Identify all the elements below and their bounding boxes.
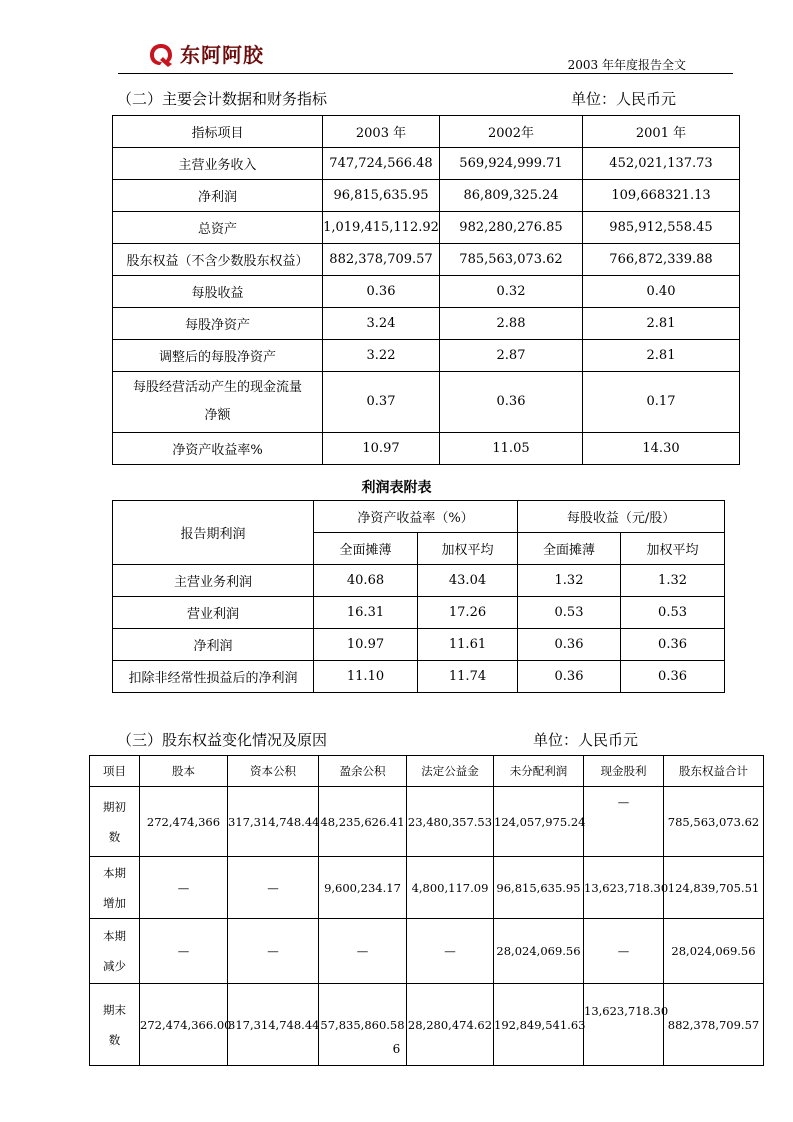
table-cell: 28,280,474.62 (407, 984, 494, 1066)
table-cell: 124,057,975.24 (494, 787, 584, 857)
table-cell: 4,800,117.09 (407, 857, 494, 919)
table-cell: 48,235,626.41 (319, 787, 407, 857)
table-cell: 192,849,541.63 (494, 984, 584, 1066)
row-label: 每股净资产 (113, 308, 323, 340)
table-cell: 882,378,709.57 (323, 244, 440, 276)
table-cell: 3.24 (323, 308, 440, 340)
table-cell: 785,563,073.62 (440, 244, 583, 276)
table-cell: 1.32 (518, 565, 621, 597)
row-label-line: 数 (108, 1032, 121, 1047)
table-cell: 109,668321.13 (583, 180, 740, 212)
row-label: 每股收益 (113, 276, 323, 308)
column-header: 未分配利润 (494, 756, 584, 787)
table-cell: 11.05 (440, 433, 583, 465)
equity-changes-table (89, 755, 764, 1066)
column-header: 股本 (140, 756, 228, 787)
table-cell: 2.81 (583, 308, 740, 340)
column-header: 资本公积 (228, 756, 319, 787)
table-cell: 0.36 (621, 629, 725, 661)
table-cell: 11.74 (418, 661, 518, 693)
table-cell: 0.17 (583, 372, 740, 433)
row-label-line: 期末 (103, 1002, 126, 1017)
table-cell: 0.40 (583, 276, 740, 308)
row-label-line: 增加 (103, 895, 126, 910)
row-label-line: 净额 (204, 408, 231, 423)
table-row (113, 433, 740, 465)
table-cell: 317,314,748.44 (228, 984, 319, 1066)
row-label: 主营业务收入 (113, 148, 323, 180)
table-cell: 882,378,709.57 (664, 984, 764, 1066)
column-header: 盈余公积 (319, 756, 407, 787)
table-row (113, 661, 725, 693)
table-row (90, 919, 764, 984)
company-logo (148, 42, 264, 68)
table-row (113, 597, 725, 629)
table-cell: 57,835,860.58 (319, 984, 407, 1066)
page-number: 6 (392, 1042, 401, 1056)
table-row (113, 629, 725, 661)
row-label: 净利润 (113, 629, 314, 661)
table-cell: 747,724,566.48 (323, 148, 440, 180)
section2-heading: （二）主要会计数据和财务指标 (117, 90, 328, 108)
row-label (113, 372, 323, 433)
table-cell: 40.68 (314, 565, 418, 597)
row-label: 净利润 (113, 180, 323, 212)
table-cell: — (140, 857, 228, 919)
table-cell: — (228, 857, 319, 919)
table-cell: 43.04 (418, 565, 518, 597)
table-cell: 0.36 (518, 661, 621, 693)
row-label-line: 每股经营活动产生的现金流量 (132, 380, 302, 395)
table-row (90, 857, 764, 919)
logo-icon (148, 42, 174, 68)
table-cell: 985,912,558.45 (583, 212, 740, 244)
row-label (90, 919, 140, 984)
table-cell: 86,809,325.24 (440, 180, 583, 212)
table-cell: 96,815,635.95 (323, 180, 440, 212)
table-cell: 2.88 (440, 308, 583, 340)
table-cell: 272,474,366 (140, 787, 228, 857)
table-cell: 569,924,999.71 (440, 148, 583, 180)
table-row (113, 276, 740, 308)
table-header-row (113, 116, 740, 148)
table-cell: 982,280,276.85 (440, 212, 583, 244)
column-header: 加权平均 (418, 533, 518, 565)
table-cell: 14.30 (583, 433, 740, 465)
table-row (113, 148, 740, 180)
table-cell: 28,024,069.56 (494, 919, 584, 984)
column-group-header: 每股收益（元/股） (518, 501, 725, 533)
table-cell: 16.31 (314, 597, 418, 629)
table-cell: 0.53 (518, 597, 621, 629)
table-cell: 13,623,718.30 (584, 984, 664, 1066)
table-cell: 2.81 (583, 340, 740, 372)
column-header: 指标项目 (113, 116, 323, 148)
row-label (90, 857, 140, 919)
column-header: 股东权益合计 (664, 756, 764, 787)
table-cell: — (140, 919, 228, 984)
row-label: 调整后的每股净资产 (113, 340, 323, 372)
table-header-row (90, 756, 764, 787)
report-title: 2003 年年度报告全文 (567, 58, 686, 72)
table-cell: 0.37 (323, 372, 440, 433)
table-cell: 0.53 (621, 597, 725, 629)
table-row (113, 244, 740, 276)
table-cell: 3.22 (323, 340, 440, 372)
table-cell: 124,839,705.51 (664, 857, 764, 919)
column-header: 2001 年 (583, 116, 740, 148)
column-header: 2003 年 (323, 116, 440, 148)
table-header-row (113, 501, 725, 533)
row-label-line: 本期 (103, 865, 126, 880)
column-header: 法定公益金 (407, 756, 494, 787)
table-row (113, 372, 740, 433)
row-label-line: 数 (108, 829, 121, 844)
table-cell: 9,600,234.17 (319, 857, 407, 919)
table-cell: 0.36 (323, 276, 440, 308)
table-cell: 317,314,748.44 (228, 787, 319, 857)
row-label: 主营业务利润 (113, 565, 314, 597)
table-cell: 1.32 (621, 565, 725, 597)
table-cell: 0.36 (440, 372, 583, 433)
table-cell: 0.36 (621, 661, 725, 693)
row-label: 股东权益（不含少数股东权益） (113, 244, 323, 276)
table-cell: 785,563,073.62 (664, 787, 764, 857)
table-cell: 17.26 (418, 597, 518, 629)
column-group-header: 净资产收益率（%） (314, 501, 518, 533)
table-row (113, 180, 740, 212)
row-label: 扣除非经常性损益后的净利润 (113, 661, 314, 693)
column-header: 2002年 (440, 116, 583, 148)
table-row (90, 787, 764, 857)
logo-text: 东阿阿胶 (180, 43, 264, 67)
table-cell: — (584, 787, 664, 857)
row-label-line: 减少 (103, 959, 126, 973)
table-cell: 11.10 (314, 661, 418, 693)
table-cell: 2.87 (440, 340, 583, 372)
table-cell: 10.97 (323, 433, 440, 465)
row-label: 总资产 (113, 212, 323, 244)
table-cell: 272,474,366.00 (140, 984, 228, 1066)
table-cell: — (319, 919, 407, 984)
row-label-line: 本期 (103, 929, 126, 943)
table-cell: 11.61 (418, 629, 518, 661)
section2-unit: 单位：人民币元 (571, 90, 677, 108)
table-cell: 28,024,069.56 (664, 919, 764, 984)
section3-heading: （三）股东权益变化情况及原因 (117, 731, 328, 749)
table-row (113, 308, 740, 340)
table-cell: — (584, 919, 664, 984)
table-cell: 766,872,339.88 (583, 244, 740, 276)
table-cell: 1,019,415,112.92 (323, 212, 440, 244)
column-header: 现金股利 (584, 756, 664, 787)
profit-appendix-title: 利润表附表 (361, 480, 432, 496)
table-cell: 23,480,357.53 (407, 787, 494, 857)
row-label: 营业利润 (113, 597, 314, 629)
table-cell: — (228, 919, 319, 984)
column-header: 加权平均 (621, 533, 725, 565)
table-cell: 96,815,635.95 (494, 857, 584, 919)
column-header: 项目 (90, 756, 140, 787)
row-label: 净资产收益率% (113, 433, 323, 465)
column-header: 全面摊薄 (518, 533, 621, 565)
table-cell: 10.97 (314, 629, 418, 661)
table-cell: 0.36 (518, 629, 621, 661)
table-cell: 452,021,137.73 (583, 148, 740, 180)
table-cell: 13,623,718.30 (584, 857, 664, 919)
table-row (113, 212, 740, 244)
column-header: 报告期利润 (113, 501, 314, 565)
table-row (113, 565, 725, 597)
table-row (113, 340, 740, 372)
header-divider (118, 73, 733, 74)
column-header: 全面摊薄 (314, 533, 418, 565)
section3-unit: 单位：人民币元 (533, 731, 639, 749)
row-label-line: 期初 (103, 799, 126, 814)
row-label (90, 787, 140, 857)
table-cell: — (407, 919, 494, 984)
table-cell: 0.32 (440, 276, 583, 308)
profit-appendix-table (112, 500, 725, 693)
financial-indicators-table (112, 115, 740, 465)
